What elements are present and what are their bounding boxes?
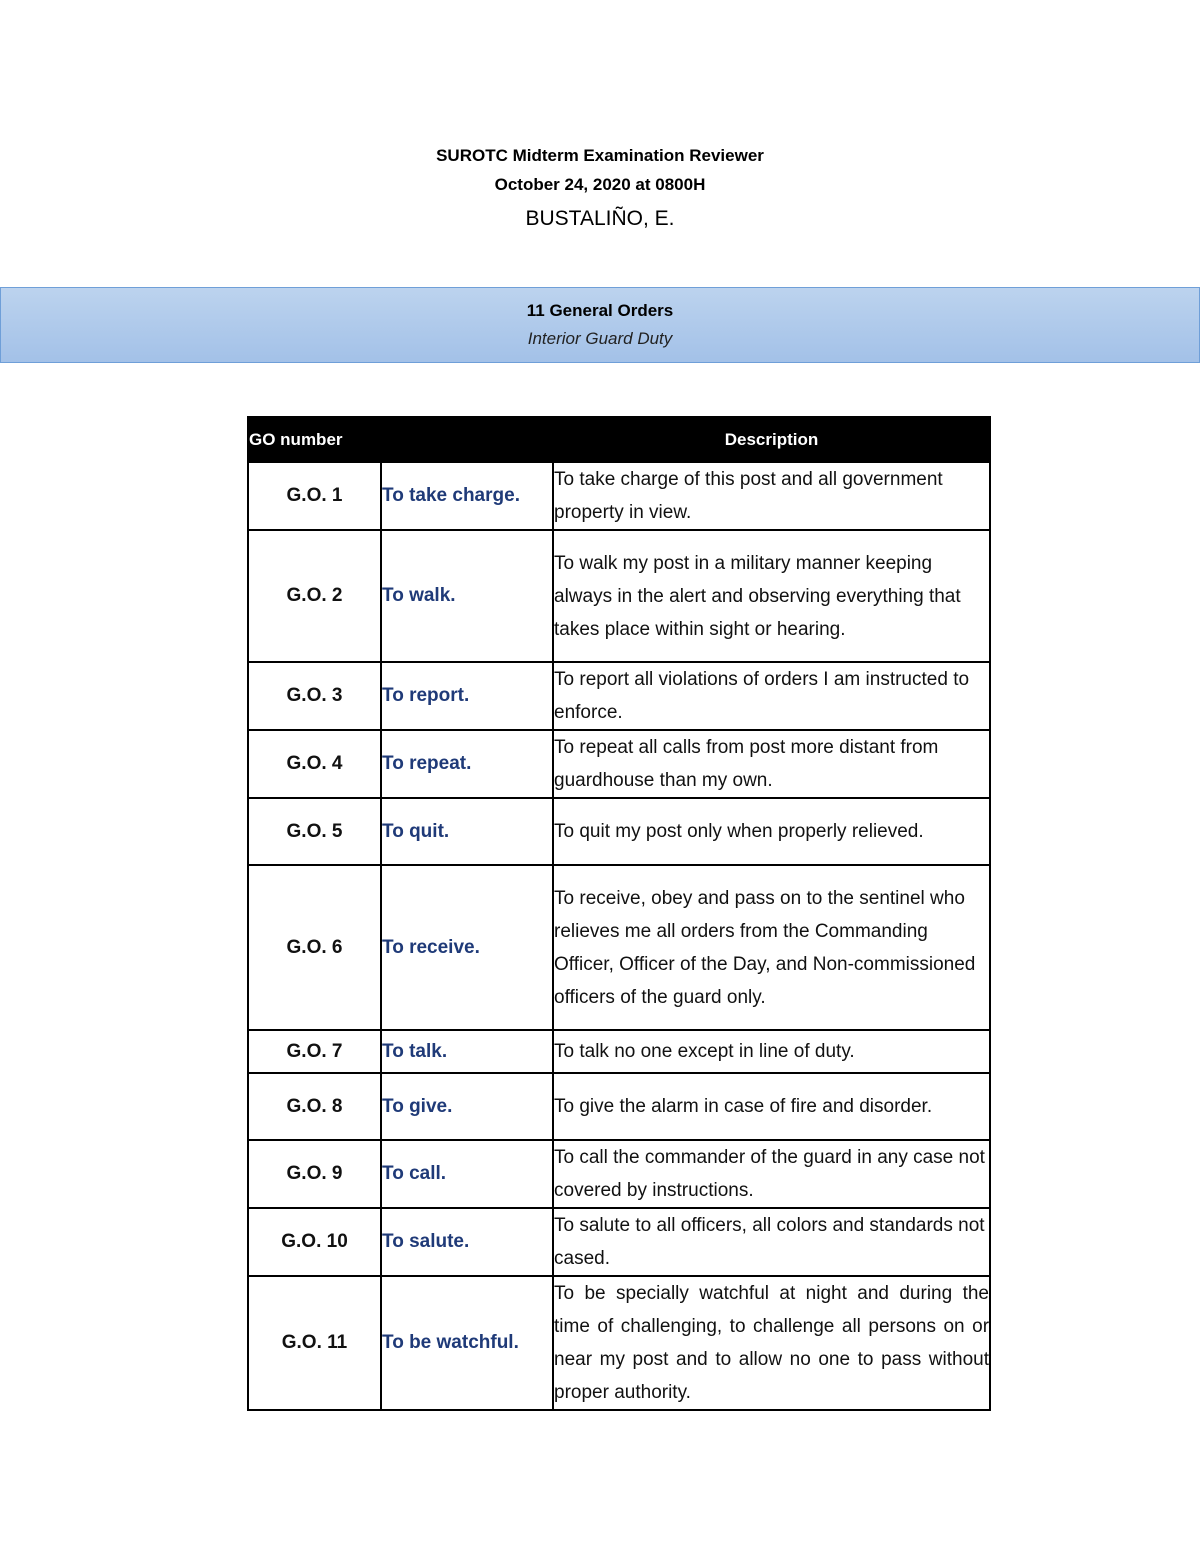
- section-banner: [0, 287, 1200, 363]
- go-number-cell: G.O. 11: [248, 1276, 381, 1410]
- go-description-cell: To quit my post only when properly relieved.: [553, 798, 990, 865]
- go-description-cell: To report all violations of orders I am instructed to enforce.: [553, 662, 990, 730]
- go-description-cell: To repeat all calls from post more distant from guardhouse than my own.: [553, 730, 990, 798]
- go-short-cell: To salute.: [381, 1208, 553, 1276]
- document-header: [0, 142, 1200, 236]
- go-number-cell: G.O. 8: [248, 1073, 381, 1140]
- go-short-cell: To take charge.: [381, 462, 553, 530]
- document-author: BUSTALIÑO, E.: [525, 207, 675, 230]
- general-orders-table: [247, 416, 991, 1411]
- header-go-number: GO number: [248, 417, 553, 462]
- go-short-cell: To quit.: [381, 798, 553, 865]
- table-row: [248, 662, 990, 730]
- table-row: [248, 530, 990, 662]
- header-description: Description: [553, 417, 990, 462]
- table-row: [248, 798, 990, 865]
- go-number-cell: G.O. 7: [248, 1030, 381, 1073]
- go-number-cell: G.O. 9: [248, 1140, 381, 1208]
- table-row: [248, 865, 990, 1030]
- document-title: SUROTC Midterm Examination Reviewer: [436, 146, 764, 165]
- go-description-cell: To talk no one except in line of duty.: [553, 1030, 990, 1073]
- go-short-cell: To call.: [381, 1140, 553, 1208]
- table-row: [248, 1140, 990, 1208]
- go-number-cell: G.O. 4: [248, 730, 381, 798]
- table-row: [248, 730, 990, 798]
- table-row: [248, 1030, 990, 1073]
- go-number-cell: G.O. 10: [248, 1208, 381, 1276]
- go-description-cell: To walk my post in a military manner keeping always in the alert and observing everything that takes place within sight or hearing.: [553, 530, 990, 662]
- banner-title: 11 General Orders: [526, 301, 674, 320]
- go-number-cell: G.O. 5: [248, 798, 381, 865]
- go-number-cell: G.O. 3: [248, 662, 381, 730]
- go-short-cell: To receive.: [381, 865, 553, 1030]
- go-short-cell: To talk.: [381, 1030, 553, 1073]
- table-row: [248, 462, 990, 530]
- go-description-cell: To receive, obey and pass on to the sentinel who relieves me all orders from the Commanding Officer, Officer of the Day, and Non-commissioned officers of the guard only.: [553, 865, 990, 1030]
- go-description-cell: To be specially watchful at night and during the time of challenging, to challenge all persons on or near my post and to allow no one to pass without proper authority.: [553, 1276, 990, 1410]
- go-short-cell: To walk.: [381, 530, 553, 662]
- go-number-cell: G.O. 6: [248, 865, 381, 1030]
- go-description-cell: To salute to all officers, all colors and standards not cased.: [553, 1208, 990, 1276]
- table-row: [248, 1276, 990, 1410]
- table-row: [248, 1208, 990, 1276]
- go-short-cell: To repeat.: [381, 730, 553, 798]
- go-description-cell: To give the alarm in case of fire and disorder.: [553, 1073, 990, 1140]
- go-description-cell: To take charge of this post and all government property in view.: [553, 462, 990, 530]
- document-date: October 24, 2020 at 0800H: [494, 175, 706, 194]
- go-short-cell: To give.: [381, 1073, 553, 1140]
- banner-subtitle: Interior Guard Duty: [527, 329, 673, 348]
- go-number-cell: G.O. 2: [248, 530, 381, 662]
- table-header-row: [248, 417, 990, 462]
- go-number-cell: G.O. 1: [248, 462, 381, 530]
- go-short-cell: To be watchful.: [381, 1276, 553, 1410]
- go-short-cell: To report.: [381, 662, 553, 730]
- table-row: [248, 1073, 990, 1140]
- go-description-cell: To call the commander of the guard in any case not covered by instructions.: [553, 1140, 990, 1208]
